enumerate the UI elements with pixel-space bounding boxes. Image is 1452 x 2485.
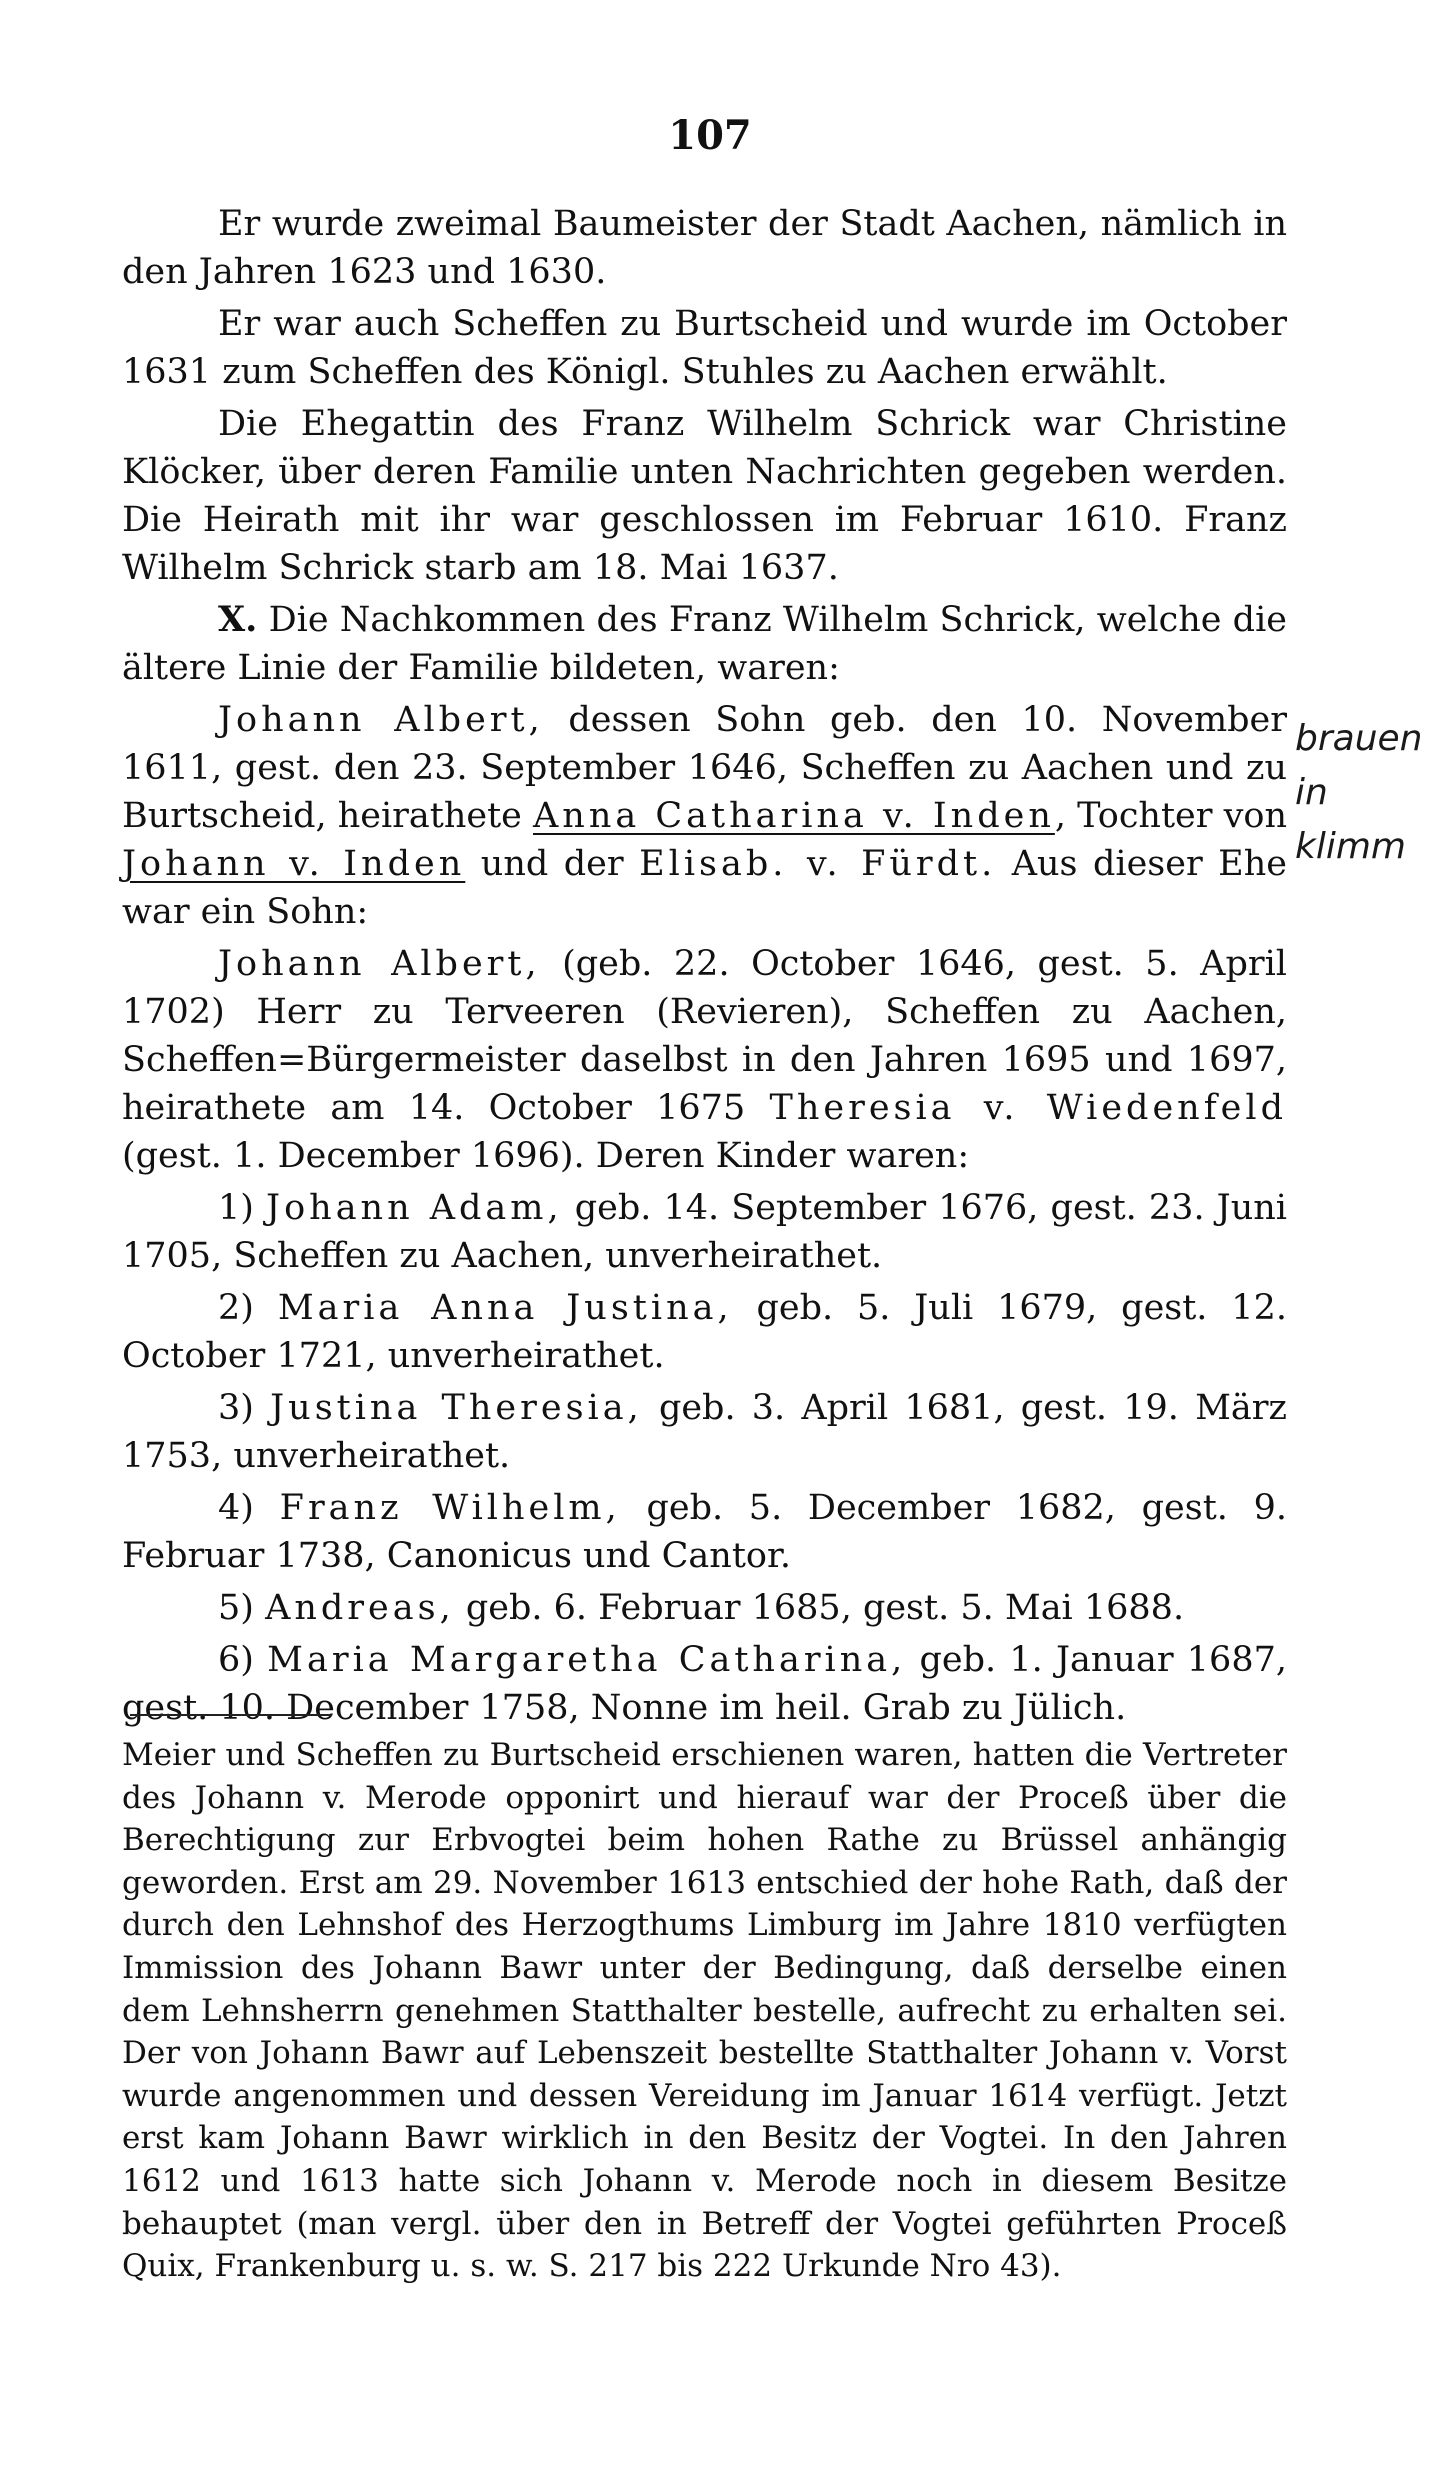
child-entry [122,1384,1287,1480]
person-name: Justina Theresia, [270,1388,643,1428]
person-name: Franz Wilhelm, [279,1488,621,1528]
person-name: Johann Albert, [218,944,541,984]
child-text: geb. 3. April 1681, gest. 19. März 1753, unverheirathet. [122,1388,1287,1476]
paragraph-text: (geb. 22. October 1646, gest. 5. April 1702) Herr zu Terveeren (Revieren), Scheffen zu Aachen, Scheffen=Bürgermeister daselbst in den Jahren 1695 und 1697, heirathete am 14. October 1675 [122,944,1287,1128]
paragraph-scheffen: Er war auch Scheffen zu Burtscheid und wurde im October 1631 zum Scheffen des Königl. Stuhles zu Aachen erwählt. [122,304,1287,392]
person-name: Johann Adam, [266,1188,563,1228]
child-text: geb. 1. Januar 1687, gest. 10. December 1758, Nonne im heil. Grab zu Jülich. [122,1640,1287,1728]
child-number: 4) [218,1488,254,1528]
child-number: 3) [218,1388,254,1428]
person-name: Theresia v. Wiedenfeld [769,1088,1287,1128]
person-name: Johann Albert, [218,700,544,740]
child-entry [122,1636,1287,1732]
paragraph-nachkommen [122,596,1287,692]
paragraph-text: und der [480,844,624,884]
paragraph-johann-albert-1646 [122,940,1287,1180]
handwritten-margin-note [1295,712,1452,874]
child-text: geb. 5. December 1682, gest. 9. Februar 1738, Canonicus und Cantor. [122,1488,1287,1576]
main-text [122,200,1287,1736]
paragraph-johann-albert-1611 [122,696,1287,936]
child-number: 2) [218,1288,254,1328]
person-name-underlined: Johann v. Inden [122,844,466,884]
child-text: geb. 6. Februar 1685, gest. 5. Mai 1688. [465,1588,1185,1628]
person-name: Elisab. v. Fürdt. [639,844,997,884]
child-entry [122,1284,1287,1380]
margin-note-line: brauen [1295,718,1423,759]
child-number: 1) [218,1188,254,1228]
person-name-underlined: Anna Catharina v. Inden [533,796,1055,836]
footnote [122,1734,1287,2288]
child-entry [122,1484,1287,1580]
paragraph-text: (gest. 1. December 1696). Deren Kinder waren: [122,1136,970,1176]
paragraph-text: dessen Sohn geb. den 10. November 1611, gest. den 23. September 1646, Scheffen zu Aachen und zu Burtscheid, heirathete [122,700,1287,836]
child-number: 6) [218,1640,254,1680]
paragraph-text: Aus dieser Ehe war ein Sohn: [122,844,1287,932]
margin-note-line: klimm [1295,826,1406,867]
margin-note-line: in [1295,772,1328,813]
child-entry [122,1184,1287,1280]
child-text: geb. 14. September 1676, gest. 23. Juni 1705, Scheffen zu Aachen, unverheirathet. [122,1188,1287,1276]
paragraph-ehegattin: Die Ehegattin des Franz Wilhelm Schrick war Christine Klöcker, über deren Familie unten Nachrichten gegeben werden. Die Heirath mit ihr war geschlossen im Februar 1610. Franz Wilhelm Schrick starb am 18. Mai 1637. [122,404,1287,588]
nachkommen-text: Die Nachkommen des Franz Wilhelm Schrick, welche die ältere Linie der Familie bildeten, waren: [122,600,1287,688]
person-name: Maria Anna Justina, [277,1288,733,1328]
child-number: 5) [218,1588,254,1628]
paragraph-baumeister: Er wurde zweimal Baumeister der Stadt Aachen, nämlich in den Jahren 1623 und 1630. [122,204,1287,292]
footnote-divider [130,1714,332,1716]
footnote-text: Meier und Scheffen zu Burtscheid erschienen waren, hatten die Vertreter des Johann v. Merode opponirt und hierauf war der Proceß über die Berechtigung zur Erbvogtei beim hohen Rathe zu Brüssel anhängig geworden. Erst am 29. November 1613 entschied der hohe Rath, daß der durch den Lehnshof des Herzogthums Limburg im Jahre 1810 verfügten Immission des Johann Bawr unter der Bedingung, daß derselbe einen dem Lehnsherrn genehmen Statthalter bestelle, aufrecht zu erhalten sei. Der von Johann Bawr auf Lebenszeit bestellte Statthalter Johann v. Vorst wurde angenommen und dessen Vereidung im Januar 1614 verfügt. Jetzt erst kam Johann Bawr wirklich in den Besitz der Vogtei. In den Jahren 1612 und 1613 hatte sich Johann v. Merode noch in diesem Besitze behauptet (man vergl. über den in Betreff der Vogtei geführten Proceß Quix, Frankenburg u. s. w. S. 217 bis 222 Urkunde Nro 43). [122,1737,1287,2285]
child-entry [122,1584,1287,1632]
person-name: Andreas, [265,1588,455,1628]
section-mark: X. [218,599,258,640]
person-name: Maria Margaretha Catharina, [267,1640,907,1680]
paragraph-text: , Tochter von [1054,796,1287,836]
child-text: geb. 5. Juli 1679, gest. 12. October 1721, unverheirathet. [122,1288,1287,1376]
page-number: 107 [668,112,752,159]
